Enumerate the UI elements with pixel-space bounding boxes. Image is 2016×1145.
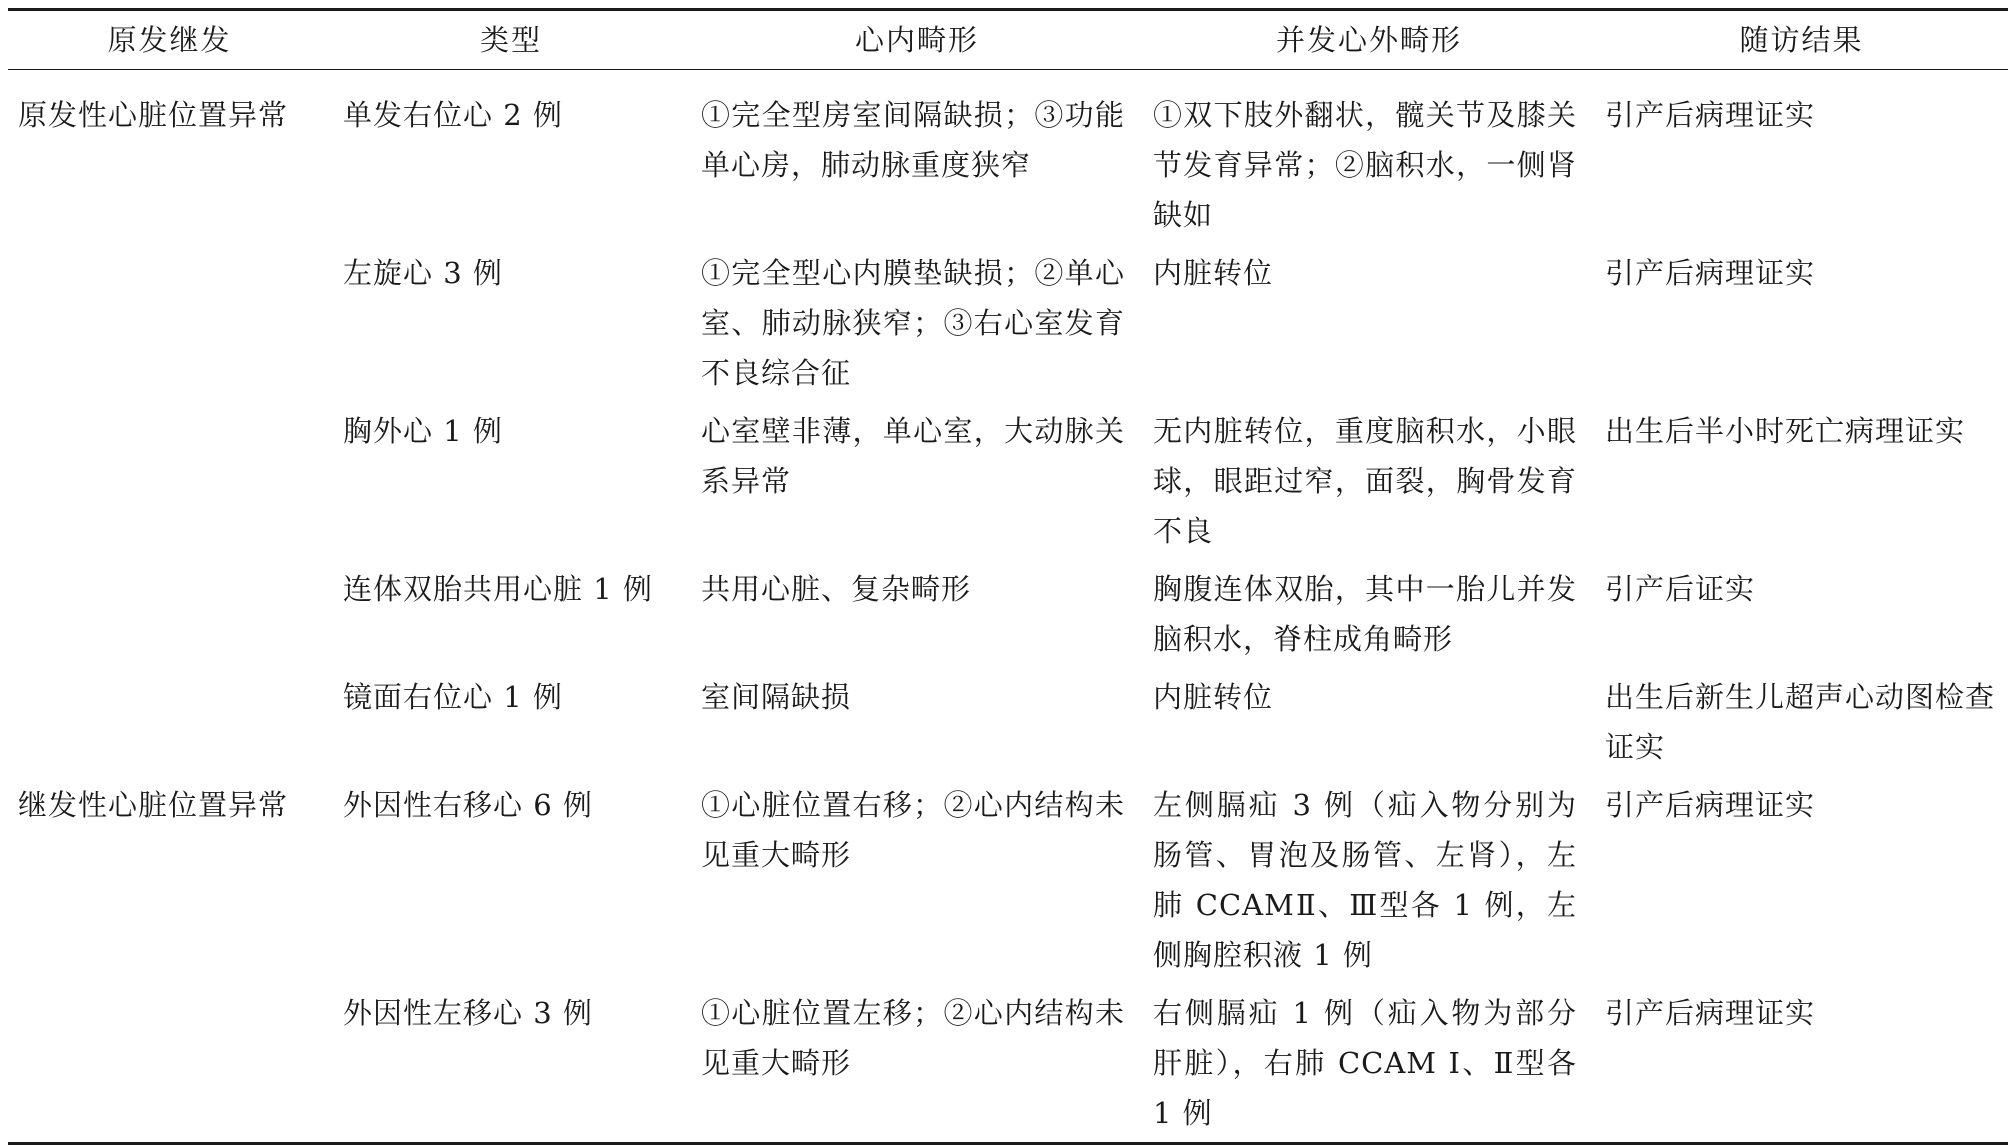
cell-group [8,556,331,664]
cell-extracardiac: 右侧膈疝 1 例（疝入物为部分肝脏），右肺 CCAM Ⅰ、Ⅱ型各 1 例 [1153,996,1577,1130]
cell-intracardiac: 心室壁非薄，单心室，大动脉关系异常 [701,414,1125,498]
cell-type: 单发右位心 2 例 [343,98,563,132]
cell-followup: 出生后新生儿超声心动图检查证实 [1605,680,1996,764]
cell-intracardiac: ①心脏位置左移；②心内结构未见重大畸形 [701,996,1125,1080]
cell-type: 外因性左移心 3 例 [343,996,593,1030]
table-row [8,664,2008,772]
results-table-frame [8,8,2008,1145]
cell-type: 胸外心 1 例 [343,414,503,448]
cell-followup: 引产后病理证实 [1605,788,1816,822]
cell-followup: 引产后病理证实 [1605,98,1816,132]
cell-group [8,980,331,1142]
cell-extracardiac: 内脏转位 [1153,256,1274,290]
header-extracardiac: 并发心外畸形 [1143,11,1595,70]
table-row [8,772,2008,980]
document-page [8,8,2008,1145]
cell-group: 原发性心脏位置异常 [18,98,289,132]
cell-extracardiac: ①双下肢外翻状，髋关节及膝关节发育异常；②脑积水，一侧肾缺如 [1153,98,1577,232]
cell-intracardiac: ①完全型房室间隔缺损；③功能单心房，肺动脉重度狭窄 [701,98,1125,182]
table-row [8,70,2008,241]
table-row [8,240,2008,398]
table-body [8,70,2008,1143]
cell-extracardiac: 内脏转位 [1153,680,1274,714]
cell-group [8,664,331,772]
cell-intracardiac: 共用心脏、复杂畸形 [701,572,972,606]
cell-followup: 引产后证实 [1605,572,1756,606]
cell-intracardiac: 室间隔缺损 [701,680,852,714]
cell-followup: 出生后半小时死亡病理证实 [1605,414,1966,448]
table-row [8,980,2008,1142]
cell-extracardiac: 无内脏转位，重度脑积水，小眼球，眼距过窄，面裂，胸骨发育不良 [1153,414,1577,548]
cardiac-position-table [8,11,2008,1142]
header-group: 原发继发 [8,11,331,70]
cell-type: 连体双胎共用心脏 1 例 [343,572,653,606]
cell-intracardiac: ①心脏位置右移；②心内结构未见重大畸形 [701,788,1125,872]
cell-group: 继发性心脏位置异常 [18,788,289,822]
header-row [8,11,2008,70]
table-header [8,11,2008,70]
cell-followup: 引产后病理证实 [1605,256,1816,290]
cell-group [8,240,331,398]
header-intracardiac: 心内畸形 [691,11,1143,70]
cell-followup: 引产后病理证实 [1605,996,1816,1030]
cell-extracardiac: 左侧膈疝 3 例（疝入物分别为肠管、胃泡及肠管、左肾），左肺 CCAMⅡ、Ⅲ型各 1 例，左侧胸腔积液 1 例 [1153,788,1577,972]
cell-intracardiac: ①完全型心内膜垫缺损；②单心室、肺动脉狭窄；③右心室发育不良综合征 [701,256,1125,390]
cell-extracardiac: 胸腹连体双胎，其中一胎儿并发脑积水，脊柱成角畸形 [1153,572,1577,656]
header-type: 类型 [331,11,691,70]
cell-type: 左旋心 3 例 [343,256,503,290]
cell-group [8,398,331,556]
table-row [8,556,2008,664]
cell-type: 外因性右移心 6 例 [343,788,593,822]
cell-type: 镜面右位心 1 例 [343,680,563,714]
table-row [8,398,2008,556]
header-followup: 随访结果 [1595,11,2008,70]
